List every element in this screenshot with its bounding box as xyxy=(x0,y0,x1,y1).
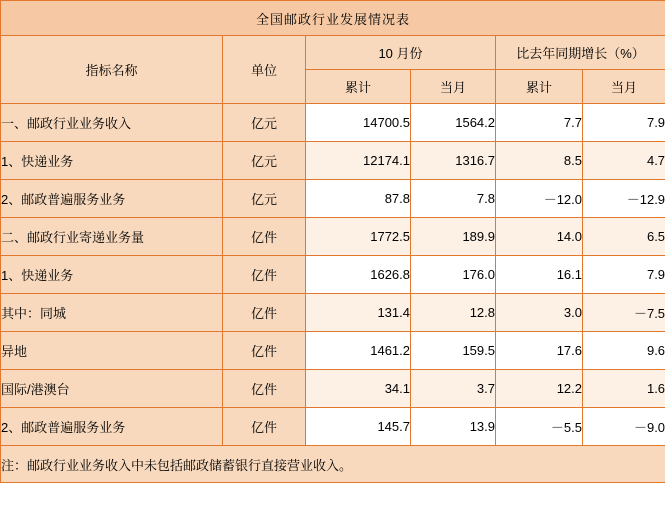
row-growth-current: 1.6 xyxy=(583,370,665,408)
row-current: 12.8 xyxy=(411,294,496,332)
row-unit: 亿元 xyxy=(223,104,306,142)
row-growth-current: 4.7 xyxy=(583,142,665,180)
row-unit: 亿元 xyxy=(223,142,306,180)
row-label: 2、邮政普遍服务业务 xyxy=(1,180,223,218)
table-row xyxy=(1,294,665,332)
row-current: 176.0 xyxy=(411,256,496,294)
title-row xyxy=(1,1,665,36)
row-current: 7.8 xyxy=(411,180,496,218)
table-row xyxy=(1,370,665,408)
header-cumulative-growth: 累计 xyxy=(496,70,583,104)
row-label: 1、快递业务 xyxy=(1,142,223,180)
header-unit: 单位 xyxy=(223,36,306,104)
row-label: 2、邮政普遍服务业务 xyxy=(1,408,223,446)
row-growth-cumulative: 8.5 xyxy=(496,142,583,180)
row-unit: 亿件 xyxy=(223,408,306,446)
table-row xyxy=(1,104,665,142)
row-unit: 亿件 xyxy=(223,370,306,408)
row-growth-current: －9.0 xyxy=(583,408,665,446)
row-label: 一、邮政行业业务收入 xyxy=(1,104,223,142)
row-current: 1316.7 xyxy=(411,142,496,180)
table-row xyxy=(1,218,665,256)
row-label: 1、快递业务 xyxy=(1,256,223,294)
table-row xyxy=(1,408,665,446)
header-group-growth: 比去年同期增长（%） xyxy=(496,36,665,70)
row-cumulative: 1626.8 xyxy=(306,256,411,294)
row-growth-cumulative: －12.0 xyxy=(496,180,583,218)
row-current: 1564.2 xyxy=(411,104,496,142)
table-note: 注：邮政行业业务收入中未包括邮政储蓄银行直接营业收入。 xyxy=(1,446,665,483)
row-unit: 亿元 xyxy=(223,180,306,218)
row-growth-cumulative: 12.2 xyxy=(496,370,583,408)
header-current-growth: 当月 xyxy=(583,70,665,104)
row-cumulative: 1772.5 xyxy=(306,218,411,256)
table-body xyxy=(1,1,665,483)
row-cumulative: 34.1 xyxy=(306,370,411,408)
row-growth-current: －12.9 xyxy=(583,180,665,218)
page-title: 全国邮政行业发展情况表 xyxy=(1,1,665,36)
row-growth-cumulative: 17.6 xyxy=(496,332,583,370)
row-cumulative: 145.7 xyxy=(306,408,411,446)
note-row xyxy=(1,446,665,483)
table-row xyxy=(1,332,665,370)
row-unit: 亿件 xyxy=(223,256,306,294)
table-row xyxy=(1,142,665,180)
row-growth-cumulative: －5.5 xyxy=(496,408,583,446)
row-unit: 亿件 xyxy=(223,332,306,370)
row-label: 异地 xyxy=(1,332,223,370)
table-row xyxy=(1,256,665,294)
row-growth-current: －7.5 xyxy=(583,294,665,332)
row-label: 其中：同城 xyxy=(1,294,223,332)
row-current: 3.7 xyxy=(411,370,496,408)
row-growth-cumulative: 7.7 xyxy=(496,104,583,142)
row-growth-current: 9.6 xyxy=(583,332,665,370)
row-current: 189.9 xyxy=(411,218,496,256)
row-growth-current: 7.9 xyxy=(583,256,665,294)
row-growth-cumulative: 14.0 xyxy=(496,218,583,256)
row-unit: 亿件 xyxy=(223,218,306,256)
row-growth-current: 6.5 xyxy=(583,218,665,256)
row-current: 13.9 xyxy=(411,408,496,446)
row-growth-cumulative: 16.1 xyxy=(496,256,583,294)
header-cumulative-month: 累计 xyxy=(306,70,411,104)
header-row-top xyxy=(1,36,665,70)
table-row xyxy=(1,180,665,218)
row-cumulative: 1461.2 xyxy=(306,332,411,370)
row-cumulative: 12174.1 xyxy=(306,142,411,180)
row-cumulative: 14700.5 xyxy=(306,104,411,142)
header-current-month: 当月 xyxy=(411,70,496,104)
header-group-month: 10 月份 xyxy=(306,36,496,70)
row-growth-current: 7.9 xyxy=(583,104,665,142)
header-indicator: 指标名称 xyxy=(1,36,223,104)
row-label: 二、邮政行业寄递业务量 xyxy=(1,218,223,256)
row-cumulative: 131.4 xyxy=(306,294,411,332)
row-label: 国际/港澳台 xyxy=(1,370,223,408)
row-current: 159.5 xyxy=(411,332,496,370)
row-unit: 亿件 xyxy=(223,294,306,332)
row-cumulative: 87.8 xyxy=(306,180,411,218)
row-growth-cumulative: 3.0 xyxy=(496,294,583,332)
